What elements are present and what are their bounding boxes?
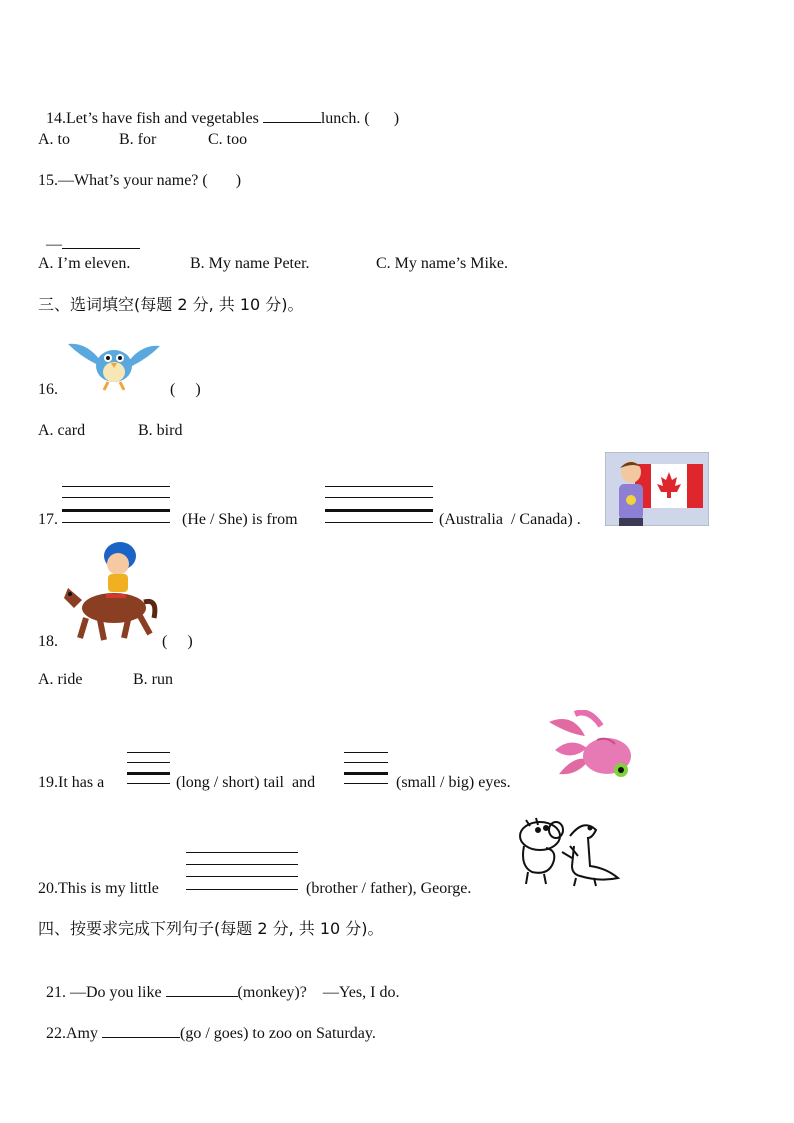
q14-option-a[interactable]: A. to bbox=[38, 131, 70, 148]
question-19-middle: (long / short) tail and bbox=[172, 774, 320, 791]
q15-option-a[interactable]: A. I’m eleven. bbox=[38, 255, 131, 272]
q22-start: 22.Amy bbox=[46, 1025, 102, 1042]
q19-blank-1[interactable] bbox=[127, 752, 170, 788]
q18-option-b[interactable]: B. run bbox=[133, 671, 173, 688]
q15-blank[interactable] bbox=[62, 234, 140, 249]
q17-blank-1[interactable] bbox=[62, 486, 170, 526]
question-18-number: 18. bbox=[38, 633, 58, 650]
q14-suffix: lunch. ( ) bbox=[320, 110, 400, 127]
bird-icon bbox=[66, 334, 162, 394]
question-20-start: 20.This is my little bbox=[38, 880, 163, 897]
question-20-end: (brother / father), George. bbox=[302, 880, 472, 897]
q16-option-a[interactable]: A. card bbox=[38, 422, 86, 439]
goldfish-icon bbox=[545, 710, 640, 786]
q21-blank[interactable] bbox=[166, 982, 238, 997]
q14-option-c[interactable]: C. too bbox=[208, 131, 248, 148]
boy-with-flag-icon bbox=[605, 452, 709, 526]
q22-end: (go / goes) to zoo on Saturday. bbox=[180, 1025, 376, 1042]
question-19-end: (small / big) eyes. bbox=[392, 774, 511, 791]
q16-option-b[interactable]: B. bird bbox=[138, 422, 183, 439]
q18-option-a[interactable]: A. ride bbox=[38, 671, 83, 688]
question-17-number: 17. bbox=[38, 511, 58, 528]
q15-dash: — bbox=[46, 236, 62, 253]
question-16-number: 16. bbox=[38, 381, 58, 398]
q17-blank-2[interactable] bbox=[325, 486, 433, 526]
question-17-middle: (He / She) is from bbox=[178, 511, 302, 528]
q21-end: (monkey)? —Yes, I do. bbox=[237, 984, 400, 1001]
question-21 bbox=[38, 962, 399, 1003]
q19-blank-2[interactable] bbox=[344, 752, 388, 788]
question-19-start: 19.It has a bbox=[38, 774, 109, 791]
q14-blank[interactable] bbox=[263, 108, 321, 123]
q15-option-b[interactable]: B. My name Peter. bbox=[190, 255, 310, 272]
question-18-paren: ( ) bbox=[162, 633, 193, 650]
q15-answer-line bbox=[38, 214, 140, 255]
child-riding-horse-icon bbox=[60, 538, 160, 648]
section-3-heading: 三、选词填空(每题 2 分, 共 10 分)。 bbox=[38, 295, 304, 314]
question-15: 15.—What’s your name? ( ) bbox=[38, 172, 242, 189]
question-16-paren: ( ) bbox=[170, 381, 201, 398]
q20-blank[interactable] bbox=[186, 852, 298, 892]
q22-blank[interactable] bbox=[102, 1023, 180, 1038]
section-4-heading: 四、按要求完成下列句子(每题 2 分, 共 10 分)。 bbox=[38, 919, 384, 938]
q15-option-c[interactable]: C. My name’s Mike. bbox=[376, 255, 508, 272]
question-14 bbox=[38, 88, 399, 129]
q14-option-b[interactable]: B. for bbox=[119, 131, 157, 148]
q21-start: 21. —Do you like bbox=[46, 984, 166, 1001]
pig-with-dinosaur-icon bbox=[510, 816, 622, 888]
question-17-end: (Australia / Canada) . bbox=[435, 511, 581, 528]
question-22 bbox=[38, 1003, 376, 1044]
q14-prefix: 14.Let’s have fish and vegetables bbox=[46, 110, 263, 127]
